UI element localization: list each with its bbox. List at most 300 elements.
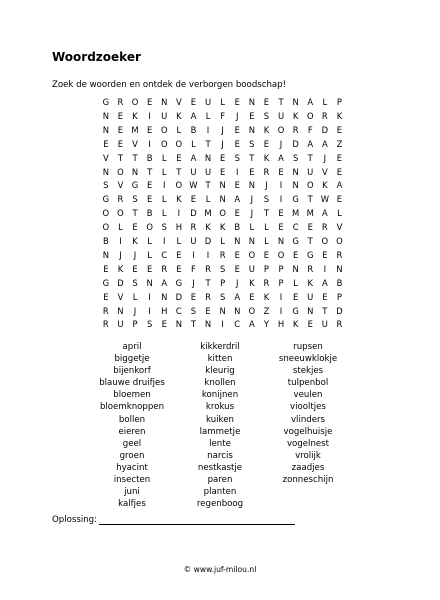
word-list-item: bijenkorf (113, 366, 151, 377)
grid-letter: N (102, 166, 109, 177)
grid-letter: E (234, 208, 240, 219)
grid-letter: E (307, 222, 313, 233)
grid-letter: L (220, 236, 225, 246)
grid-letter: N (336, 263, 343, 274)
grid-letter: J (235, 277, 239, 288)
grid-letter: I (279, 194, 283, 205)
grid-letter: E (263, 249, 270, 260)
grid-letter: E (219, 152, 226, 163)
grid-letter: T (263, 208, 269, 219)
grid-letter: D (117, 277, 124, 288)
grid-letter: E (117, 138, 124, 149)
grid-letter: V (321, 166, 328, 177)
grid-letter: P (336, 291, 342, 302)
word-list-item: april (122, 342, 142, 352)
grid-letter: M (306, 208, 314, 219)
grid-letter: T (307, 194, 313, 205)
grid-letter: C (234, 319, 241, 330)
grid-letter: I (148, 138, 151, 149)
grid-letter: O (146, 222, 153, 233)
grid-letter: E (103, 291, 109, 302)
grid-letter: E (146, 124, 153, 135)
grid-letter: O (336, 236, 343, 246)
grid-letter: G (292, 305, 299, 316)
grid-letter: E (336, 124, 343, 135)
word-list-item: lammetje (199, 426, 241, 437)
word-list-item: bloemknoppen (99, 402, 165, 413)
grid-letter: E (336, 194, 343, 205)
grid-letter: T (205, 138, 211, 149)
grid-letter: K (292, 110, 299, 121)
grid-letter: S (292, 152, 299, 163)
word-list-column-3 (258, 341, 358, 486)
grid-letter: U (117, 319, 124, 330)
grid-letter: R (263, 166, 270, 177)
grid-letter: N (117, 305, 124, 316)
grid-letter: U (190, 236, 197, 246)
grid-letter: P (263, 263, 269, 274)
grid-letter: D (175, 291, 183, 302)
grid-letter: O (175, 138, 183, 149)
grid-letter: C (292, 222, 299, 233)
grid-letter: M (204, 208, 212, 219)
grid-letter: A (190, 110, 197, 121)
grid-letter: E (176, 263, 182, 274)
grid-letter: I (119, 236, 122, 246)
word-list-item: kuiken (206, 414, 234, 425)
solution-row (52, 515, 295, 525)
grid-letter: N (292, 97, 299, 107)
grid-letter: R (219, 249, 226, 260)
grid-letter: E (161, 319, 167, 330)
grid-letter: K (219, 222, 226, 233)
grid-letter: H (175, 222, 182, 233)
grid-letter: B (146, 152, 153, 163)
grid-letter: D (190, 208, 197, 219)
grid-letter: N (219, 180, 226, 191)
grid-letter: Z (263, 305, 270, 316)
grid-letter: T (205, 277, 211, 288)
grid-letter: I (162, 180, 166, 191)
grid-letter: C (175, 305, 182, 316)
grid-letter: R (321, 222, 328, 233)
grid-letter: N (292, 180, 299, 191)
grid-letter: A (336, 180, 343, 191)
word-list-item: hyacint (116, 462, 148, 473)
grid-letter: B (336, 277, 343, 288)
grid-letter: J (323, 152, 327, 163)
grid-letter: L (191, 138, 196, 149)
grid-letter: E (234, 180, 240, 191)
grid-letter: N (234, 236, 241, 246)
grid-letter: N (102, 249, 109, 260)
grid-letter: K (322, 180, 328, 191)
grid-letter: E (103, 263, 109, 274)
word-list-item: planten (203, 487, 237, 498)
word-list-item: paren (207, 475, 233, 486)
grid-letter: K (307, 277, 313, 288)
grid-letter: I (148, 110, 151, 121)
grid-letter: L (161, 208, 167, 219)
grid-letter: R (321, 110, 328, 121)
grid-letter: P (132, 319, 138, 330)
grid-letter: I (206, 249, 210, 260)
grid-letter: I (323, 263, 327, 274)
grid-letter: G (292, 236, 299, 246)
grid-letter: P (220, 277, 226, 288)
grid-letter: S (132, 194, 138, 205)
grid-letter: L (205, 194, 211, 205)
word-list-item: krokus (205, 402, 235, 413)
grid-letter: A (190, 152, 197, 163)
grid-letter: E (219, 166, 226, 177)
grid-letter: H (277, 319, 285, 330)
grid-letter: V (117, 180, 124, 191)
grid-letter: C (161, 249, 168, 260)
grid-letter: T (307, 152, 313, 163)
grid-letter: K (176, 194, 182, 205)
word-list-item: knollen (204, 378, 236, 389)
grid-letter: E (322, 249, 328, 260)
word-list-item: nestkastje (197, 462, 243, 473)
grid-letter: U (307, 291, 314, 302)
grid-letter: D (292, 138, 299, 149)
word-list-item: blauwe druifjes (99, 378, 165, 389)
grid-letter: O (306, 110, 314, 121)
grid-letter: N (248, 180, 255, 191)
word-list-item: regenboog (196, 499, 244, 510)
grid-letter: S (263, 110, 270, 121)
grid-letter: L (220, 97, 225, 107)
grid-letter: L (264, 222, 269, 233)
grid-letter: I (221, 319, 224, 330)
grid-letter: G (175, 277, 183, 288)
grid-letter: V (175, 97, 182, 107)
grid-letter: O (117, 208, 124, 219)
grid-letter: I (235, 166, 239, 177)
grid-letter: U (307, 166, 314, 177)
word-list-item: eieren (118, 426, 146, 437)
grid-letter: N (248, 124, 255, 135)
grid-letter: J (133, 249, 137, 260)
word-list-item: konijnen (201, 390, 239, 401)
grid-letter: K (132, 236, 138, 246)
grid-letter: O (248, 305, 256, 316)
grid-letter: J (221, 124, 224, 135)
grid-letter: R (117, 194, 124, 205)
grid-letter: E (117, 124, 124, 135)
grid-letter: R (336, 319, 343, 330)
word-list-item: bloemen (113, 390, 151, 401)
grid-letter: R (190, 222, 197, 233)
grid-letter: R (117, 97, 124, 107)
grid-letter: R (336, 249, 343, 260)
grid-letter: K (176, 110, 182, 121)
grid-letter: D (336, 305, 343, 316)
grid-letter: L (322, 97, 328, 107)
grid-letter: O (248, 249, 256, 260)
grid-letter: A (278, 152, 284, 163)
grid-letter: K (336, 110, 343, 121)
grid-letter: N (146, 277, 153, 288)
grid-letter: J (221, 138, 224, 149)
grid-letter: N (131, 166, 139, 177)
grid-letter: L (161, 194, 167, 205)
word-list-item: kitten (207, 354, 233, 365)
grid-letter: T (132, 208, 138, 219)
grid-letter: E (103, 138, 109, 149)
grid-letter: T (132, 152, 138, 163)
grid-letter: G (102, 194, 110, 205)
grid-letter: S (249, 138, 255, 149)
grid-letter: K (205, 222, 211, 233)
word-list-item: sneeuwklokje (278, 354, 338, 365)
grid-letter: A (307, 97, 314, 107)
grid-letter: A (321, 138, 328, 149)
grid-letter: U (277, 110, 285, 121)
word-list-item: bollen (118, 414, 146, 425)
grid-letter: E (234, 124, 240, 135)
grid-letter: W (320, 194, 329, 205)
grid-letter: S (146, 319, 153, 330)
word-search-grid (97, 97, 345, 333)
grid-letter: A (321, 208, 328, 219)
grid-letter: J (133, 305, 137, 316)
grid-letter: J (250, 194, 254, 205)
grid-letter: G (102, 277, 110, 288)
grid-letter: U (248, 263, 255, 274)
grid-letter: P (278, 277, 284, 288)
grid-letter: E (263, 97, 270, 107)
grid-letter: E (190, 97, 197, 107)
grid-letter: E (146, 194, 153, 205)
grid-letter: L (132, 291, 138, 302)
grid-letter: N (102, 110, 109, 121)
grid-letter: T (147, 166, 153, 177)
grid-letter: T (190, 319, 196, 330)
grid-letter: E (263, 138, 270, 149)
grid-letter: N (219, 194, 226, 205)
grid-letter: G (131, 180, 139, 191)
grid-letter: B (190, 124, 197, 135)
grid-letter: O (277, 249, 285, 260)
grid-letter: M (292, 208, 300, 219)
grid-letter: J (279, 138, 283, 149)
word-list-item: insecten (113, 475, 151, 486)
grid-letter: L (176, 124, 182, 135)
word-list-item: geel (122, 438, 142, 449)
grid-letter: J (119, 249, 122, 260)
page-title: Woordzoeker (52, 50, 141, 64)
grid-letter: G (292, 194, 299, 205)
grid-letter: A (307, 138, 314, 149)
grid-letter: A (248, 319, 255, 330)
grid-letter: T (117, 152, 123, 163)
grid-letter: T (249, 152, 255, 163)
grid-letter: N (277, 236, 285, 246)
grid-letter: F (191, 263, 196, 274)
grid-letter: E (234, 138, 240, 149)
word-list-item: biggetje (114, 354, 150, 365)
grid-letter: P (336, 97, 342, 107)
grid-letter: K (263, 124, 270, 135)
grid-letter: N (161, 97, 168, 107)
grid-letter: E (292, 291, 299, 302)
grid-letter: W (189, 180, 198, 191)
grid-letter: R (205, 263, 211, 274)
grid-letter: E (249, 166, 255, 177)
grid-letter: O (102, 208, 110, 219)
grid-letter: A (234, 194, 241, 205)
word-list-item: vogelnest (286, 438, 330, 449)
grid-letter: E (176, 152, 182, 163)
grid-letter: E (292, 249, 299, 260)
grid-letter: E (117, 110, 124, 121)
grid-letter: U (190, 166, 197, 177)
grid-letter: O (306, 180, 314, 191)
grid-letter: K (117, 263, 124, 274)
grid-letter: N (234, 305, 241, 316)
grid-letter: S (161, 222, 167, 233)
grid-letter: L (147, 236, 152, 246)
grid-letter: I (279, 291, 283, 302)
grid-letter: U (161, 110, 168, 121)
grid-letter: Z (336, 138, 343, 149)
grid-letter: T (205, 180, 211, 191)
grid-letter: S (234, 152, 240, 163)
word-list-item: zaadjes (291, 462, 325, 473)
grid-letter: I (192, 249, 195, 260)
grid-letter: E (336, 152, 343, 163)
word-list-item: zonneschijn (282, 475, 334, 486)
grid-letter: E (190, 194, 197, 205)
word-list-item: vogelhuisje (283, 426, 333, 437)
word-list-item: juni (124, 487, 140, 498)
word-list-item: vlinders (290, 414, 326, 425)
grid-letter: J (192, 277, 195, 288)
grid-letter: L (205, 110, 211, 121)
grid-letter: E (205, 305, 211, 316)
grid-letter: S (219, 263, 226, 274)
grid-letter: N (248, 97, 255, 107)
grid-letter: U (204, 97, 212, 107)
grid-letter: D (204, 236, 212, 246)
grid-letter: E (307, 319, 313, 330)
grid-letter: T (176, 166, 182, 177)
grid-letter: I (148, 291, 151, 302)
grid-letter: O (160, 138, 168, 149)
instructions: Zoek de woorden en ontdek de verborgen boodschap! (52, 80, 287, 90)
grid-letter: E (249, 110, 255, 121)
grid-letter: I (148, 305, 151, 316)
grid-letter: E (234, 249, 240, 260)
grid-letter: H (161, 305, 168, 316)
grid-letter: T (322, 305, 328, 316)
grid-letter: I (206, 124, 210, 135)
grid-letter: E (190, 291, 197, 302)
grid-letter: S (190, 305, 197, 316)
grid-letter: L (293, 277, 298, 288)
grid-letter: N (248, 236, 255, 246)
grid-letter: O (277, 124, 285, 135)
word-list-item: groen (119, 450, 145, 461)
grid-letter: R (292, 124, 299, 135)
grid-letter: I (279, 180, 283, 191)
grid-letter: E (234, 263, 240, 274)
grid-letter: A (161, 277, 168, 288)
grid-letter: N (161, 291, 168, 302)
grid-letter: O (131, 97, 139, 107)
grid-letter: E (132, 222, 138, 233)
grid-letter: R (205, 291, 211, 302)
grid-letter: L (337, 208, 342, 219)
grid-letter: B (102, 236, 109, 246)
grid-letter: L (176, 236, 182, 246)
grid-letter: N (307, 305, 314, 316)
grid-letter: K (249, 277, 255, 288)
grid-letter: U (204, 166, 212, 177)
grid-letter: N (219, 305, 226, 316)
grid-letter: L (264, 236, 269, 246)
solution-label: Oplossing: (52, 515, 98, 525)
grid-letter: E (336, 166, 343, 177)
grid-letter: S (219, 291, 226, 302)
word-list-item: rupsen (293, 342, 323, 352)
word-list-item: kalfjes (118, 499, 146, 510)
grid-letter: V (132, 138, 138, 149)
grid-letter: S (132, 277, 138, 288)
grid-letter: J (265, 180, 268, 191)
grid-letter: L (161, 152, 167, 163)
grid-letter: L (249, 222, 255, 233)
grid-letter: E (146, 180, 153, 191)
word-list-item: lente (209, 438, 231, 449)
grid-letter: E (132, 263, 138, 274)
word-list-item: kikkerdril (200, 342, 240, 352)
grid-letter: R (307, 263, 314, 274)
grid-letter: A (234, 291, 241, 302)
word-list-item: tulpenbol (287, 378, 329, 389)
grid-letter: V (336, 222, 343, 233)
grid-letter: L (161, 166, 167, 177)
grid-letter: J (235, 110, 239, 121)
grid-letter: B (146, 208, 153, 219)
grid-letter: I (177, 208, 181, 219)
grid-letter: S (103, 180, 109, 191)
grid-letter: N (102, 124, 109, 135)
grid-letter: V (117, 291, 124, 302)
grid-letter: E (146, 263, 153, 274)
grid-letter: N (292, 166, 299, 177)
grid-letter: E (249, 291, 255, 302)
word-list-item: narcis (207, 450, 233, 461)
grid-letter: E (278, 166, 284, 177)
grid-letter: F (307, 124, 313, 135)
solution-answer-line[interactable] (99, 515, 295, 525)
grid-letter: F (220, 110, 226, 121)
grid-letter: M (131, 124, 139, 135)
grid-letter: T (307, 236, 313, 246)
copyright-footer: © www.juf-milou.nl (183, 565, 257, 574)
word-list-item: kleurig (205, 366, 235, 377)
grid-letter: E (146, 97, 153, 107)
word-list-item: vrolijk (295, 450, 321, 461)
grid-letter: O (160, 124, 168, 135)
grid-letter: I (162, 236, 166, 246)
grid-letter: V (102, 152, 109, 163)
grid-letter: N (204, 152, 212, 163)
grid-letter: P (278, 263, 284, 274)
